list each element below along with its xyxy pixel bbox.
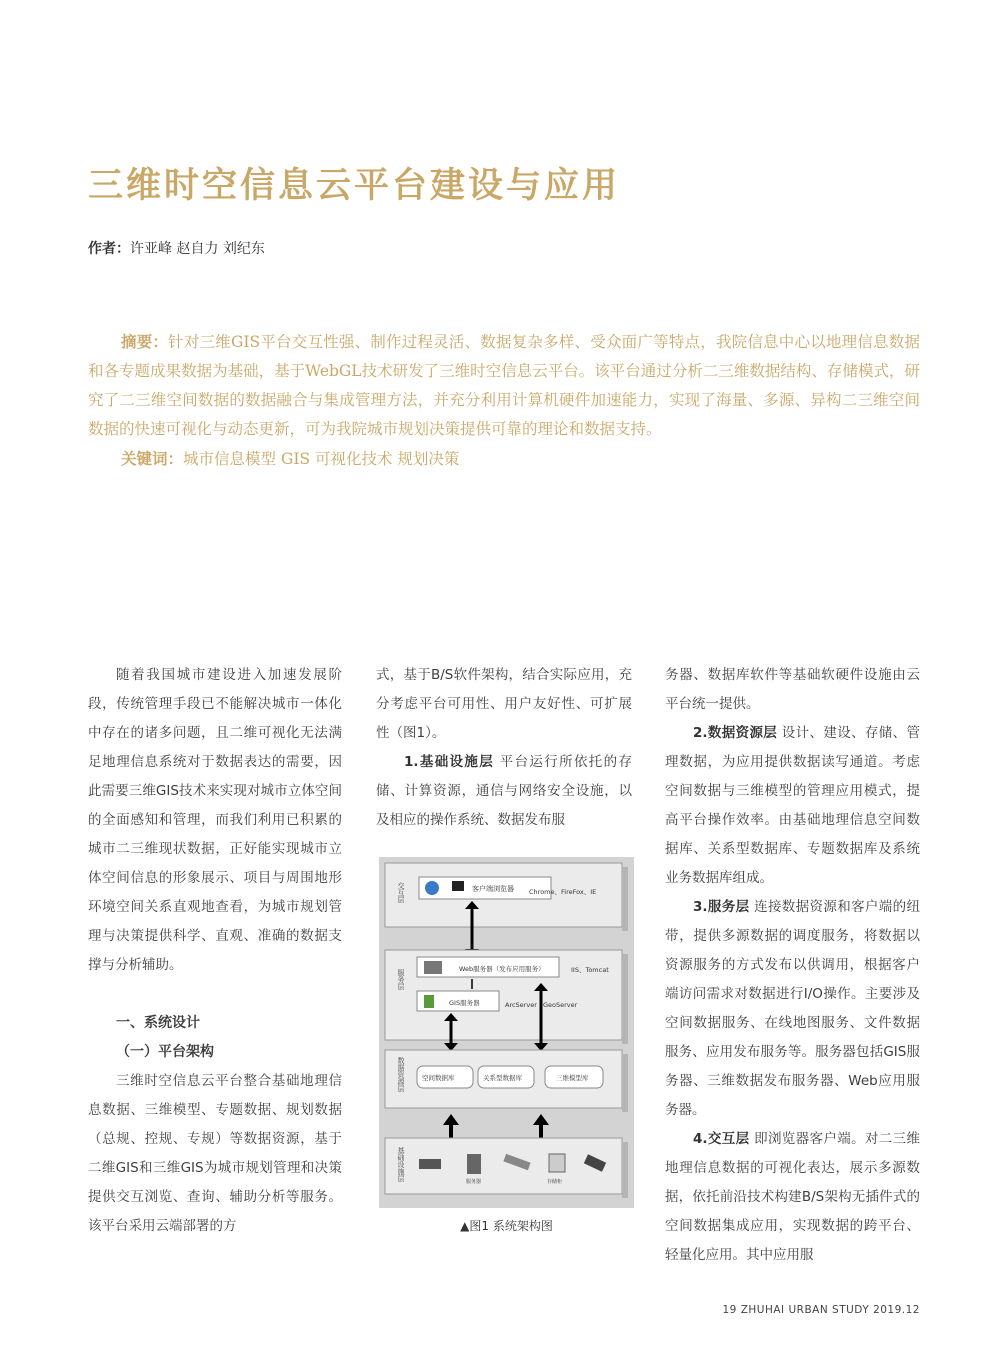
figure-caption: ▲图1 系统架构图 — [460, 1219, 553, 1233]
interaction-layer-heading: 4.交互层 — [693, 1131, 750, 1147]
fig-gis-servers-a: ArcServer — [505, 1001, 537, 1009]
section-heading: 一、系统设计 — [116, 1015, 200, 1031]
keywords-label: 关键词： — [121, 449, 184, 468]
architecture-figure — [379, 857, 634, 1208]
intro-paragraph: 随着我国城市建设进入加速发展阶段，传统管理手段已不能解决城市一体化中存在的诸多问题，且二维可视化无法满足地理信息系统对于数据表达的需要，因此需要三维GIS技术来实现对城市立体空间的全面感知和管理，而我们利用已积累的城市二三维现状数据，正好能实现城市立体空间信息的形象展示、项目与周围地形环境空间关系直观地查看，为城市规划管理与决策提供科学、直观、准确的数据支撑与分析辅助。 — [88, 667, 342, 973]
abstract-text: 针对三维GIS平台交互性强、制作过程灵活、数据复杂多样、受众面广等特点，我院信息中心以地理信息数据和各专题成果数据为基础，基于WebGL技术研发了三维时空信息云平台。该平台通过分析二三维数据结构、存储模式，研究了二三维空间数据的数据融合与集成管理方法，并充分利用计算机硬件加速能力，实现了海量、多源、异构二三维空间数据的快速可视化与动态更新，可为我院城市规划决策提供可靠的理论和数据支持。 — [88, 333, 920, 438]
fig-infra-server: 服务器 — [466, 1179, 482, 1185]
server-icon — [467, 1154, 481, 1174]
fig-gis-server: GIS服务器 — [449, 999, 480, 1007]
fig-web-servers: IIS、Tomcat — [571, 966, 609, 974]
fig-client: 客户端浏览器 — [472, 885, 514, 893]
service-layer-paragraph — [665, 893, 920, 1125]
fig-browsers: Chrome、FireFox、IE — [529, 888, 597, 896]
web-server-icon — [424, 961, 442, 974]
service-layer-text: 连接数据资源和客户端的纽带，提供多源数据的调度服务，将数据以资源服务的方式发布以供调用，根据客户端访问需求对数据进行I/O操作。主要涉及空间数据服务、在线地图服务、文件数据服务、应用发布服务等。服务器包括GIS服务器、三维数据发布服务器、Web应用服务器。 — [665, 899, 920, 1118]
fig-db-spatial: 空间数据库 — [422, 1074, 455, 1082]
layer-label-interaction: 交互层 — [397, 882, 405, 903]
abstract-paragraph — [88, 327, 920, 444]
service-layer-heading: 3.服务层 — [693, 899, 750, 915]
layer-label-data: 数据资源层 — [397, 1057, 405, 1092]
fig-db-relational: 关系型数据库 — [483, 1074, 522, 1082]
data-layer-paragraph — [665, 719, 920, 893]
data-layer-text: 设计、建设、存储、管理数据，为应用提供数据读写通道。考虑空间数据与三维模型的管理应用模式，提高平台操作效率。由基础地理信息空间数据库、关系型数据库、专题数据库及系统业务数据库组成。 — [665, 725, 920, 886]
router-icon — [419, 1159, 441, 1169]
monitor-icon — [452, 881, 464, 891]
fig-web-server: Web服务器（发布应用服务） — [459, 965, 545, 973]
infra-paragraph — [376, 748, 632, 835]
storage-icon — [549, 1154, 565, 1172]
architecture-paragraph: 三维时空信息云平台整合基础地理信息数据、三维模型、专题数据、规划数据（总规、控规、专规）等数据资源，基于二维GIS和三维GIS为城市规划管理和决策提供交互浏览、查询、辅助分析等服务。该平台采用云端部署的方 — [88, 1073, 342, 1234]
keywords-text: 城市信息模型 GIS 可视化技术 规划决策 — [183, 450, 460, 468]
abstract — [88, 327, 920, 474]
authors-names: 许亚峰 赵自力 刘纪东 — [130, 241, 265, 257]
authors — [88, 238, 265, 258]
infra-continued: 务器、数据库软件等基础软硬件设施由云平台统一提供。 — [665, 667, 920, 712]
column-1 — [88, 661, 342, 1241]
browser-globe-icon — [425, 881, 439, 895]
fig-gis-servers-b: GeoServer — [543, 1001, 578, 1009]
subsection-heading: （一）平台架构 — [116, 1044, 214, 1060]
gis-server-icon — [424, 995, 434, 1008]
abstract-label: 摘要： — [121, 332, 169, 351]
column-3 — [665, 661, 920, 1270]
architecture-continued: 式，基于B/S软件架构，结合实际应用，充分考虑平台可用性、用户友好性、可扩展性（图1）。 — [376, 667, 632, 741]
fig-infra-storage: 存储柜 — [547, 1179, 563, 1185]
infra-heading: 1.基础设施层 — [404, 754, 495, 770]
interaction-layer-text: 即浏览器客户端。对二三维地理信息数据的可视化表达，展示多源数据，依托前沿技术构建B/S架构无插件式的空间数据集成应用，实现数据的跨平台、轻量化应用。其中应用服 — [665, 1131, 920, 1263]
keywords-paragraph — [88, 444, 920, 474]
layer-label-service: 服务层 — [397, 969, 405, 990]
article-title: 三维时空信息云平台建设与应用 — [88, 166, 621, 206]
data-layer-heading: 2.数据资源层 — [693, 725, 778, 741]
interaction-layer-paragraph — [665, 1125, 920, 1270]
layer-label-infra: 基础设施层 — [397, 1147, 405, 1182]
authors-label: 作者： — [88, 241, 130, 257]
infra-text: 平台运行所依托的存储、计算资源，通信与网络安全设施，以及相应的操作系统、数据发布服 — [376, 754, 632, 828]
column-2 — [376, 661, 632, 835]
fig-db-3d: 三维模型库 — [556, 1074, 589, 1082]
page-footer: 19 ZHUHAI URBAN STUDY 2019.12 — [722, 1304, 920, 1316]
